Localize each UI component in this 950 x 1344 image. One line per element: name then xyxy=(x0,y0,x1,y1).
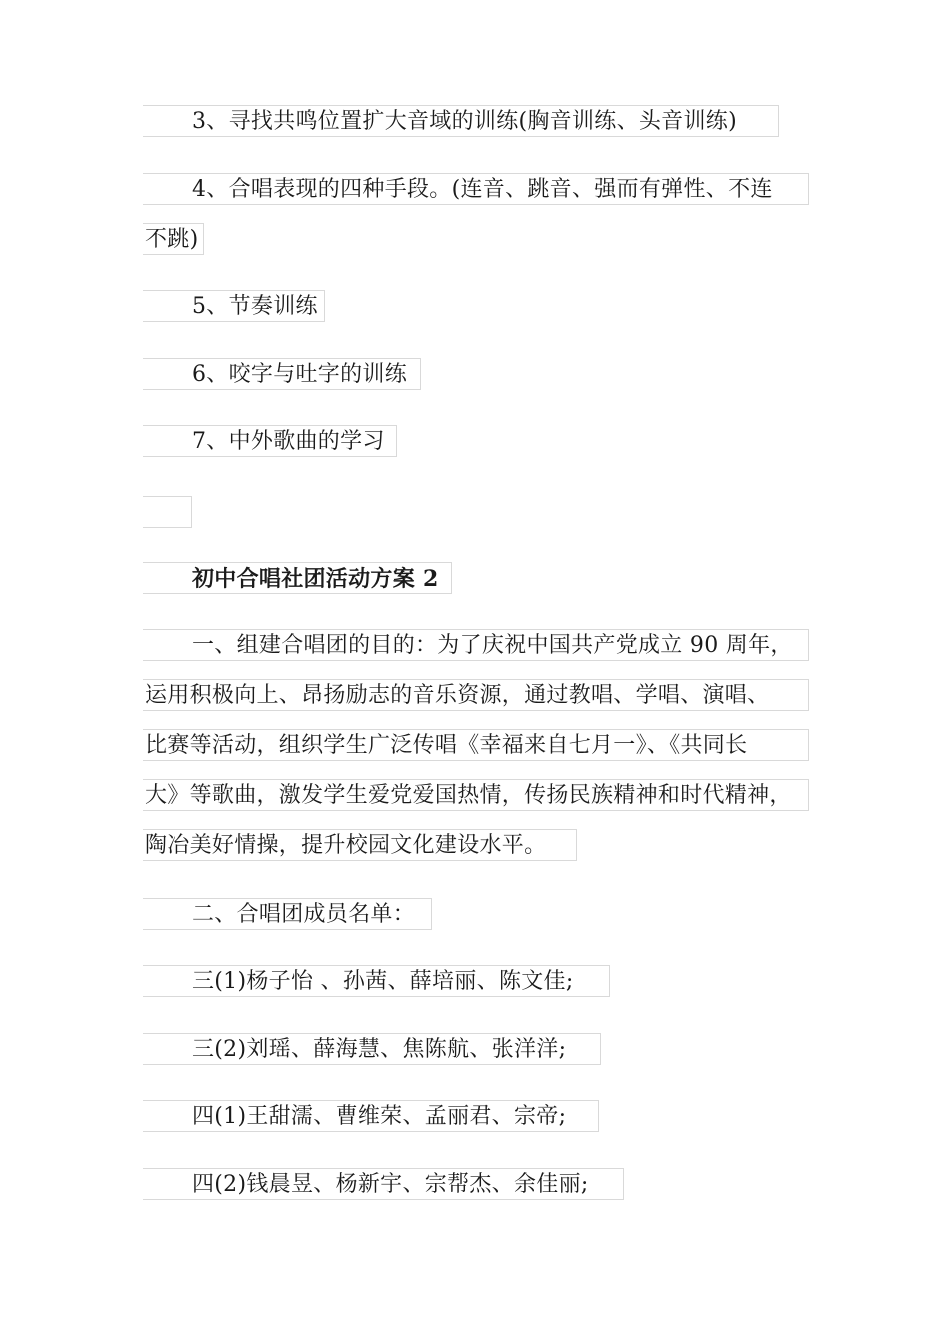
list-item-4-continued: 不跳) xyxy=(143,223,204,255)
purpose-line-1: 一、组建合唱团的目的：为了庆祝中国共产党成立 90 周年， xyxy=(143,629,809,661)
purpose-line-2: 运用积极向上、昂扬励志的音乐资源，通过教唱、学唱、演唱、 xyxy=(143,679,809,711)
list-item-7: 7、中外歌曲的学习 xyxy=(143,425,397,457)
section-title: 初中合唱社团活动方案 2 xyxy=(143,562,452,594)
list-item-4: 4、合唱表现的四种手段。(连音、跳音、强而有弹性、不连 xyxy=(143,173,809,205)
list-item-5: 5、节奏训练 xyxy=(143,290,325,322)
member-row-4-1: 四(1)王甜濡、曹维荣、孟丽君、宗帝; xyxy=(143,1100,599,1132)
member-row-3-2: 三(2)刘瑶、薛海慧、焦陈航、张洋洋; xyxy=(143,1033,601,1065)
member-row-4-2: 四(2)钱晨昱、杨新宇、宗帮杰、余佳丽; xyxy=(143,1168,624,1200)
member-row-3-1: 三(1)杨子怡 、孙茜、薛培丽、陈文佳; xyxy=(143,965,610,997)
list-item-3: 3、寻找共鸣位置扩大音域的训练(胸音训练、头音训练) xyxy=(143,105,779,137)
purpose-line-3: 比赛等活动，组织学生广泛传唱《幸福来自七月一》、《共同长 xyxy=(143,729,809,761)
purpose-line-4: 大》等歌曲，激发学生爱党爱国热情，传扬民族精神和时代精神， xyxy=(143,779,809,811)
empty-paragraph xyxy=(143,496,192,528)
purpose-line-5: 陶冶美好情操，提升校园文化建设水平。 xyxy=(143,829,577,861)
list-item-6: 6、咬字与吐字的训练 xyxy=(143,358,421,390)
members-heading: 二、合唱团成员名单： xyxy=(143,898,432,930)
